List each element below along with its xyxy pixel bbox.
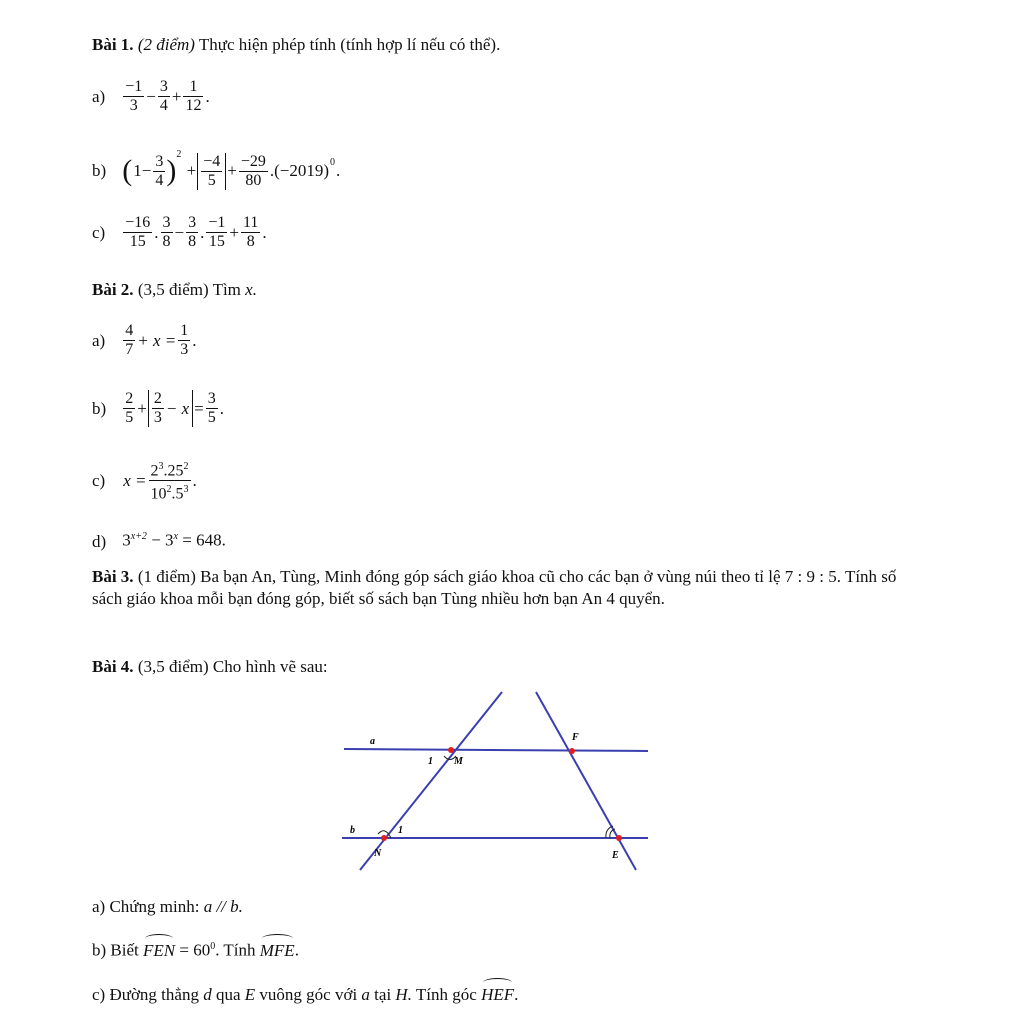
bai3-paragraph	[92, 566, 902, 610]
absolute-value: $\frac{2}{3}$ − x	[148, 390, 193, 427]
bai4-task: (3,5 điểm) Cho hình vẽ sau:	[133, 657, 328, 676]
transversal-MN	[360, 692, 502, 870]
transversal-FE	[536, 692, 636, 870]
angle-HEF: HEF	[481, 985, 515, 1004]
line-a	[344, 749, 648, 751]
bai4-c: c) Đường thẳng d qua E vuông góc với a tại H. Tính góc HEF.	[92, 985, 519, 1004]
bai1-c: c) $\frac{-16}{15}$ . $\frac{3}{8}$ − $\frac{3}{8}$ . $\frac{-1}{15}$ + $\frac{11}{8}$ .	[92, 214, 267, 250]
bai4-title: Bài 4.	[92, 657, 134, 676]
label-N: N	[374, 848, 382, 859]
item-label: b) Biết	[92, 940, 143, 960]
bai4-heading	[92, 656, 328, 678]
label-1-bottom: 1	[398, 825, 403, 836]
bai4-b: b) Biết FEN = $60^0$. Tính MFE.	[92, 940, 299, 960]
fraction: $\frac{11}{8}$	[243, 214, 259, 250]
bai1-a: a) $\frac{-1}{3}$ − $\frac{3}{4}$ + $\frac{1}{12}$ .	[92, 78, 210, 114]
item-label: a)	[92, 86, 106, 106]
geometry-figure	[330, 684, 660, 876]
fraction: $\frac{3}{4}$	[159, 78, 168, 114]
point-F	[569, 748, 575, 754]
label-F: F	[572, 732, 579, 743]
variable-x: x.	[245, 280, 257, 299]
item-label: a) Chứng minh:	[92, 897, 204, 916]
bai2-title: Bài 2.	[92, 280, 134, 299]
fraction: $\frac{-16}{15}$	[125, 214, 151, 250]
bai2-a: a) $\frac{4}{7}$ + x = $\frac{1}{3}$ .	[92, 322, 197, 358]
item-label: b)	[92, 161, 107, 181]
bai4-a	[92, 896, 243, 918]
bai2-d: d) $3^{x+2} - 3^x = 648$.	[92, 530, 226, 551]
bai1-heading	[92, 34, 500, 56]
bai2-c: c) x = $\frac{2^3.25^2}{10^2.5^3}$ .	[92, 458, 198, 504]
bai1-title: Bài 1.	[92, 35, 134, 54]
point-M	[448, 747, 454, 753]
fraction: $\frac{4}{7}$	[125, 322, 134, 358]
point-E	[616, 835, 622, 841]
fraction: $\frac{3}{8}$	[188, 214, 197, 250]
fraction: $\frac{3}{8}$	[162, 214, 171, 250]
bai3-title: Bài 3.	[92, 567, 134, 586]
label-b: b	[350, 825, 355, 836]
fraction: $\frac{1}{3}$	[180, 322, 189, 358]
fraction: $\frac{1}{12}$	[185, 78, 202, 114]
bai1-task: Thực hiện phép tính (tính hợp lí nếu có thể).	[194, 35, 501, 54]
fraction: $\frac{-1}{3}$	[125, 78, 143, 114]
label-1-top: 1	[428, 756, 433, 767]
expression: a // b.	[203, 897, 243, 916]
fraction: $\frac{3}{4}$	[155, 152, 164, 189]
bai2-heading	[92, 279, 257, 301]
point-N	[381, 835, 387, 841]
absolute-value: $\frac{-4}{5}$	[197, 153, 226, 190]
bai1-points: (2 điểm)	[137, 35, 195, 54]
fraction: $\frac{-29}{80}$	[240, 152, 266, 189]
item-label: d)	[92, 531, 107, 551]
fraction: $\frac{3}{5}$	[207, 390, 216, 426]
item-label: c)	[92, 222, 106, 242]
fraction: $\frac{-1}{15}$	[208, 214, 226, 250]
fraction: $\frac{2}{5}$	[125, 390, 134, 426]
label-E: E	[612, 850, 619, 861]
bai2-task: (3,5 điểm) Tìm	[133, 280, 246, 299]
item-label: a)	[92, 330, 106, 350]
bai2-b: b) $\frac{2}{5}$ + $\frac{2}{3}$ − x = $\frac{3}{5}$ .	[92, 390, 224, 426]
label-a: a	[370, 736, 375, 747]
bai3-text: (1 điểm) Ba bạn An, Tùng, Minh đóng góp sách giáo khoa cũ cho các bạn ở vùng núi theo tỉ lệ 7 : 9 : 5. Tính số sách giáo khoa mỗi bạn đóng góp, biết số sách bạn Tùng nhiều hơn bạn An 4 quyển.	[92, 567, 897, 608]
angle-FEN: FEN	[143, 940, 176, 960]
item-label: b)	[92, 398, 107, 418]
label-M: M	[454, 756, 463, 767]
bai1-b: b) (1− $\frac{3}{4}$ )$^2$ + $\frac{-4}{5}$ + $\frac{-29}{80}$ $.(-2019)^0$.	[92, 149, 341, 189]
fraction: $\frac{2^3.25^2}{10^2.5^3}$	[149, 458, 191, 504]
angle-MFE: MFE	[259, 940, 295, 960]
item-label: c)	[92, 470, 106, 490]
